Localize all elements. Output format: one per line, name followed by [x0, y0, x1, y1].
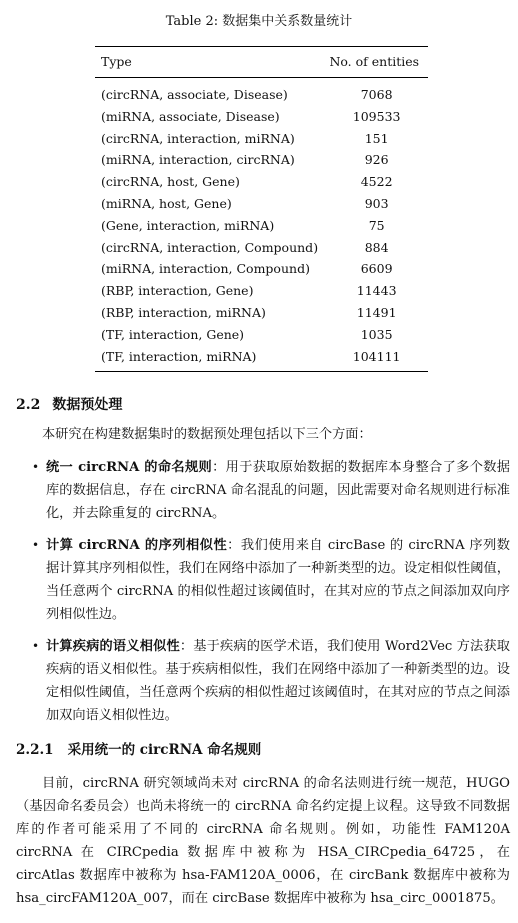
cell-type: (circRNA, interaction, miRNA)	[101, 130, 295, 146]
section-heading	[16, 394, 122, 416]
cell-count: 75	[368, 217, 385, 233]
cell-type: (RBP, interaction, miRNA)	[101, 304, 266, 320]
cell-type: (miRNA, associate, Disease)	[101, 108, 280, 124]
section-intro: 本研究在构建数据集时的数据预处理包括以下三个方面：	[42, 427, 372, 442]
section-title: 数据预处理	[52, 397, 123, 413]
cell-count: 109533	[352, 108, 401, 124]
list-item-lead: 计算疾病的语义相似性	[46, 639, 180, 654]
table-bottom-rule	[95, 371, 428, 372]
cell-type: (miRNA, interaction, Compound)	[101, 261, 310, 277]
header-count: No. of entities	[329, 54, 420, 69]
table-row	[95, 302, 428, 324]
cell-count: 11491	[356, 304, 397, 320]
subsection-heading	[16, 739, 261, 761]
bullet-dot-icon: •	[32, 639, 40, 653]
cell-type: (miRNA, host, Gene)	[101, 195, 232, 211]
subsection-number: 2.2.1	[16, 742, 54, 758]
table-row	[95, 128, 428, 150]
cell-type: (TF, interaction, Gene)	[101, 326, 245, 342]
table-row	[95, 346, 428, 372]
list-item-lead: 计算 circRNA 的序列相似性	[46, 538, 228, 553]
cell-count: 884	[364, 239, 389, 255]
cell-type: (circRNA, associate, Disease)	[101, 87, 288, 102]
table-row	[95, 106, 428, 128]
relation-count-table	[95, 46, 428, 372]
table-body	[95, 78, 428, 371]
cell-type: (TF, interaction, miRNA)	[101, 348, 257, 364]
list-item-text: ：我们使用来自 circBase 的 circRNA 序列数据计算其序列相似性，我们在网络中添加了一种新类型的边。设定相似性阈值，当任意两个 circRNA 的相似性超过该阈值时，在其对应的节点之间添加双向序列相似性边。	[46, 538, 510, 622]
list-item-text: ：用于获取原始数据的数据库本身整合了多个数据库的数据信息，存在 circRNA 命名混乱的问题，因此需要对命名规则进行标准化，并去除重复的 circRNA。	[46, 460, 510, 521]
subsection-title: 采用统一的 circRNA 命名规则	[67, 742, 262, 758]
section-number: 2.2	[16, 397, 41, 413]
cell-type: (circRNA, interaction, Compound)	[101, 239, 319, 255]
table-row	[95, 237, 428, 259]
cell-count: 903	[364, 195, 389, 211]
cell-count: 104111	[352, 348, 401, 364]
table-row	[95, 215, 428, 237]
preprocessing-list	[14, 456, 510, 736]
cell-count: 7068	[360, 87, 393, 102]
list-item	[14, 635, 510, 727]
entities-table-body	[95, 78, 428, 371]
cell-count: 926	[364, 152, 389, 168]
cell-count: 4522	[360, 174, 393, 190]
header-type: Type	[101, 54, 132, 69]
cell-count: 6609	[360, 261, 393, 277]
list-item-text: ：基于疾病的医学术语，我们使用 Word2Vec 方法获取疾病的语义相似性。基于疾病相似性，我们在网络中添加了一种新类型的边。设定相似性阈值，当任意两个疾病的相似性超过该阈值时，在其对应的节点之间添加双向语义相似性边。	[46, 639, 510, 723]
list-item	[14, 456, 510, 525]
cell-count: 1035	[360, 326, 393, 342]
table-row	[95, 149, 428, 171]
table-caption: Table 2: 数据集中关系数量统计	[165, 14, 353, 29]
table-row	[95, 258, 428, 280]
cell-type: (circRNA, host, Gene)	[101, 174, 240, 190]
cell-type: (miRNA, interaction, circRNA)	[101, 152, 295, 168]
cell-type: (Gene, interaction, miRNA)	[101, 217, 275, 233]
table-row	[95, 171, 428, 193]
cell-type: (RBP, interaction, Gene)	[101, 283, 254, 299]
cell-count: 11443	[356, 283, 397, 299]
body-paragraph: 目前，circRNA 研究领域尚未对 circRNA 的命名法则进行统一规范，HUGO（基因命名委员会）也尚未将统一的 circRNA 命名约定提上议程。这导致不同数据库的作者可能采用了不同的 circRNA 命名规则。例如，功能性 FAM120A circRNA 在 CIRCpedia 数据库中被称为 HSA_CIRCpedia_64725，在 circAtlas 数据库中被称为 hsa-FAM120A_0006，在 circBank 数据库中被称为 hsa_circFAM120A_007，而在 circBase 数据库中被称为 hsa_circ_0001875。	[16, 776, 510, 906]
cell-count: 151	[364, 130, 389, 146]
list-item	[14, 534, 510, 626]
bullet-dot-icon: •	[32, 460, 40, 474]
bullet-dot-icon: •	[32, 538, 40, 552]
table-row	[95, 280, 428, 302]
entities-table	[95, 47, 428, 77]
table-row	[95, 78, 428, 106]
table-row	[95, 193, 428, 215]
list-item-lead: 统一 circRNA 的命名规则	[46, 460, 213, 475]
table-header-row	[95, 47, 428, 77]
table-row	[95, 324, 428, 346]
